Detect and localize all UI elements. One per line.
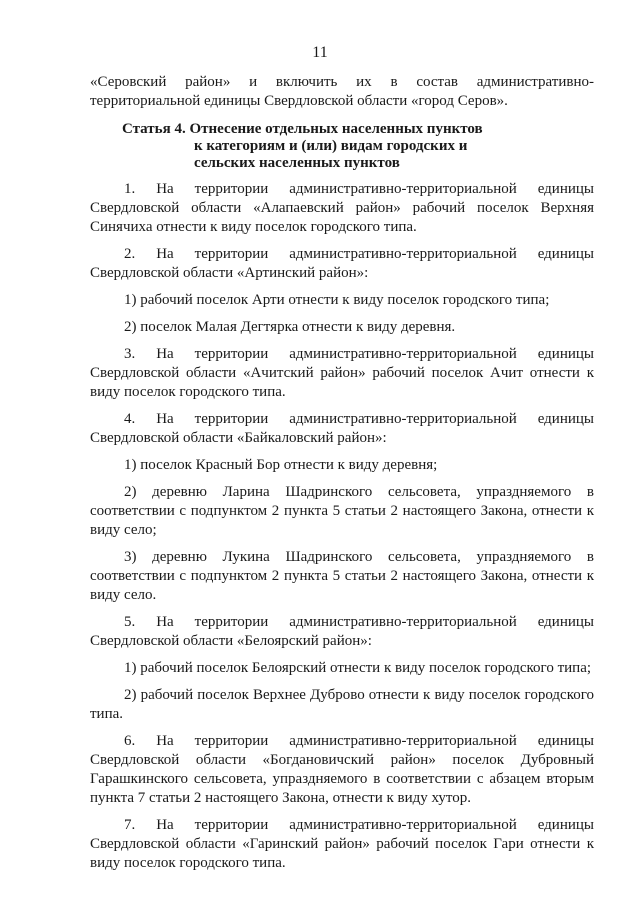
page-number: 11 (312, 44, 328, 61)
paragraph-5-item-1: 1) рабочий поселок Белоярский отнести к виду поселок городского типа; (124, 660, 592, 676)
paragraph-5: 5. На территории административно-территориальной единицы Свердловской области «Белоярский район»: (90, 614, 594, 649)
document-body (90, 73, 594, 881)
intro-paragraph: «Серовский район» и включить их в состав административно-территориальной единицы Свердловской области «город Серов». (90, 74, 594, 109)
paragraph-4: 4. На территории административно-территориальной единицы Свердловской области «Байкаловский район»: (90, 411, 594, 446)
paragraph-1: 1. На территории административно-территориальной единицы Свердловской области «Алапаевский район» рабочий поселок Верхняя Синячиха отнести к виду поселок городского типа. (90, 181, 594, 235)
paragraph-2-item-1: 1) рабочий поселок Арти отнести к виду поселок городского типа; (124, 292, 550, 308)
article-heading-line-2: к категориям и (или) видам городских и (194, 138, 468, 154)
article-heading (90, 121, 594, 172)
paragraph-2: 2. На территории административно-территориальной единицы Свердловской области «Артинский район»: (90, 246, 594, 281)
paragraph-4-item-3: 3) деревню Лукина Шадринского сельсовета, упраздняемого в соответствии с подпунктом 2 пункта 5 статьи 2 настоящего Закона, отнести к виду село. (90, 549, 594, 603)
article-heading-line-1: Статья 4. Отнесение отдельных населенных пунктов (122, 121, 483, 137)
paragraph-6: 6. На территории административно-территориальной единицы Свердловской области «Богдановичский район» поселок Дубровный Гарашкинского сельсовета, упраздняемого в соответствии с абзацем вторым пункта 7 статьи 2 настоящего Закона, отнести к виду хутор. (90, 733, 594, 806)
article-heading-line-3: сельских населенных пунктов (194, 155, 400, 171)
paragraph-4-item-2: 2) деревню Ларина Шадринского сельсовета, упраздняемого в соответствии с подпунктом 2 пункта 5 статьи 2 настоящего Закона, отнести к виду село; (90, 484, 594, 538)
paragraph-7: 7. На территории административно-территориальной единицы Свердловской области «Гаринский район» рабочий поселок Гари отнести к виду поселок городского типа. (90, 817, 594, 871)
paragraph-4-item-1: 1) поселок Красный Бор отнести к виду деревня; (124, 457, 438, 473)
paragraph-5-item-2: 2) рабочий поселок Верхнее Дуброво отнести к виду поселок городского типа. (90, 687, 594, 722)
paragraph-3: 3. На территории административно-территориальной единицы Свердловской области «Ачитский район» рабочий поселок Ачит отнести к виду поселок городского типа. (90, 346, 594, 400)
paragraph-2-item-2: 2) поселок Малая Дегтярка отнести к виду деревня. (124, 319, 456, 335)
